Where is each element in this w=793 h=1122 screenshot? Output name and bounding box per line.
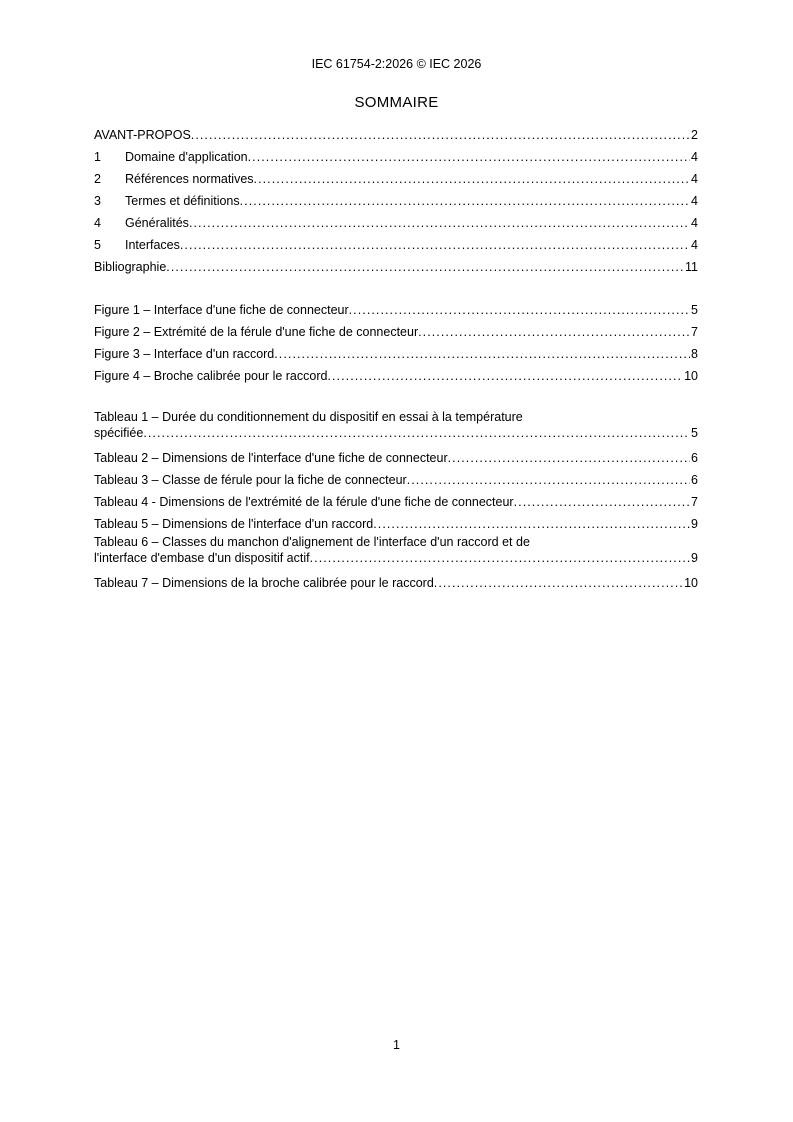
table-label: Tableau 7 – Dimensions de la broche calibrée pour le raccord [94, 576, 434, 590]
table-entry-7[interactable] [94, 572, 698, 594]
figure-label: Figure 2 – Extrémité de la férule d'une fiche de connecteur [94, 325, 419, 339]
figure-label: Figure 1 – Interface d'une fiche de connecteur [94, 303, 349, 317]
table-label: Tableau 3 – Classe de férule pour la fiche de connecteur [94, 473, 407, 487]
toc-number: 4 [94, 216, 101, 230]
table-page: 5 [691, 426, 698, 440]
toc-page: 11 [685, 260, 698, 274]
toc-label: AVANT-PROPOS [94, 128, 191, 142]
toc-entry-1[interactable] [94, 146, 698, 168]
table-page: 9 [691, 551, 698, 565]
table-label: Tableau 6 – Classes du manchon d'alignement de l'interface d'un raccord et de [94, 535, 530, 549]
table-label-continued: spécifiée [94, 426, 144, 440]
dot-leader [254, 168, 691, 190]
toc-entry-2[interactable] [94, 168, 698, 190]
figure-entry-3[interactable] [94, 343, 698, 365]
dot-leader [373, 513, 690, 535]
toc-number: 2 [94, 172, 101, 186]
table-label: Tableau 5 – Dimensions de l'interface d'un raccord [94, 517, 374, 531]
table-entry-4[interactable] [94, 491, 698, 513]
toc-number: 5 [94, 238, 101, 252]
toc-page: 4 [691, 150, 698, 164]
table-entry-2[interactable] [94, 447, 698, 469]
dot-leader [189, 212, 690, 234]
figure-label: Figure 3 – Interface d'un raccord [94, 347, 275, 361]
toc-entry-3[interactable] [94, 190, 698, 212]
table-page: 6 [691, 451, 698, 465]
dot-leader [143, 425, 690, 442]
dot-leader [407, 469, 690, 491]
toc-label: Domaine d'application [125, 150, 248, 164]
table-page: 10 [684, 576, 698, 590]
table-label: Tableau 2 – Dimensions de l'interface d'une fiche de connecteur [94, 451, 448, 465]
toc-page: 4 [691, 216, 698, 230]
toc-page: 4 [691, 238, 698, 252]
toc-page: 2 [691, 128, 698, 142]
figures-list [94, 299, 698, 387]
contents-list [94, 124, 698, 278]
dot-leader [191, 124, 690, 146]
dot-leader [514, 491, 690, 513]
toc-page: 4 [691, 194, 698, 208]
dot-leader [434, 572, 683, 594]
toc-entry-bibliography[interactable] [94, 256, 698, 278]
toc-number: 3 [94, 194, 101, 208]
figure-entry-2[interactable] [94, 321, 698, 343]
figure-page: 8 [691, 347, 698, 361]
dot-leader [274, 343, 690, 365]
dot-leader [418, 321, 690, 343]
table-page: 9 [691, 517, 698, 531]
tables-list [94, 410, 698, 594]
figure-page: 7 [691, 325, 698, 339]
table-label: Tableau 4 - Dimensions de l'extrémité de la férule d'une fiche de connecteur [94, 495, 514, 509]
figure-label: Figure 4 – Broche calibrée pour le raccord [94, 369, 328, 383]
figure-page: 5 [691, 303, 698, 317]
dot-leader [327, 365, 683, 387]
dot-leader [310, 550, 690, 567]
toc-label: Interfaces [125, 238, 180, 252]
toc-label: Termes et définitions [125, 194, 240, 208]
dot-leader [166, 256, 684, 278]
figure-entry-4[interactable] [94, 365, 698, 387]
figure-page: 10 [684, 369, 698, 383]
toc-label: Bibliographie [94, 260, 167, 274]
table-entry-1[interactable] [94, 410, 698, 442]
table-label: Tableau 1 – Durée du conditionnement du dispositif en essai à la température [94, 410, 523, 424]
table-entry-6[interactable] [94, 535, 698, 567]
dot-leader [349, 299, 690, 321]
toc-page: 4 [691, 172, 698, 186]
toc-entry-foreword[interactable] [94, 124, 698, 146]
dot-leader [240, 190, 690, 212]
table-entry-3[interactable] [94, 469, 698, 491]
toc-entry-5[interactable] [94, 234, 698, 256]
dot-leader [448, 447, 690, 469]
table-page: 6 [691, 473, 698, 487]
table-label-continued: l'interface d'embase d'un dispositif actif [94, 551, 310, 565]
dot-leader [248, 146, 690, 168]
figure-entry-1[interactable] [94, 299, 698, 321]
page-number: 1 [393, 1038, 400, 1052]
table-entry-5[interactable] [94, 513, 698, 535]
toc-entry-4[interactable] [94, 212, 698, 234]
dot-leader [180, 234, 690, 256]
toc-number: 1 [94, 150, 101, 164]
toc-label: Références normatives [125, 172, 254, 186]
toc-label: Généralités [125, 216, 189, 230]
document-header: IEC 61754-2:2026 © IEC 2026 [311, 57, 482, 71]
page-title: SOMMAIRE [354, 94, 439, 111]
table-page: 7 [691, 495, 698, 509]
